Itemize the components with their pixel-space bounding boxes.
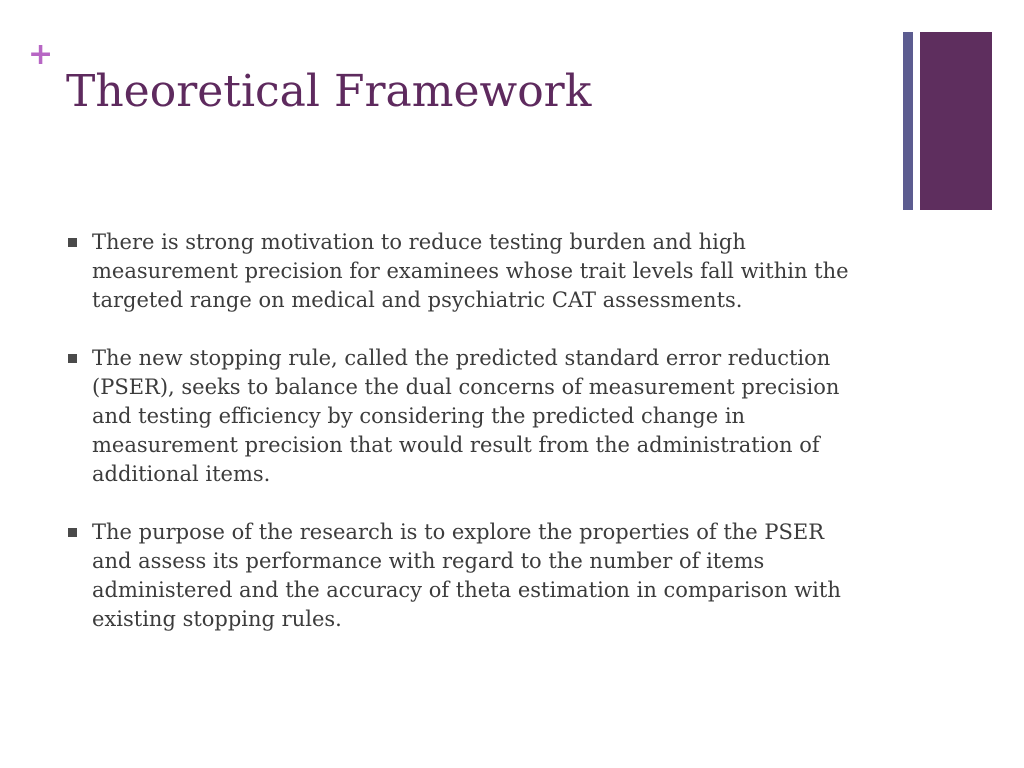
bullet-text: The purpose of the research is to explore the properties of the PSER and assess its performance with regard to the number of items administered and the accuracy of theta estimation in comparison with existing stopping rules. [92,520,841,631]
accent-bar-thin [903,32,913,210]
bullet-text: The new stopping rule, called the predicted standard error reduction (PSER), seeks to balance the dual concerns of measurement precision and testing efficiency by considering the predicted change in measurement precision that would result from the administration of additional items. [92,346,840,486]
bullet-item [66,518,866,634]
square-bullet-icon [68,238,77,247]
square-bullet-icon [68,528,77,537]
square-bullet-icon [68,354,77,363]
bullet-list [66,228,866,663]
bullet-item [66,228,866,315]
accent-bar-thick [920,32,992,210]
plus-mark-icon: + [28,37,54,72]
bullet-text: There is strong motivation to reduce testing burden and high measurement precision for examinees whose trait levels fall within the targeted range on medical and psychiatric CAT assessments. [92,230,849,312]
slide-title: Theoretical Framework [66,66,592,117]
bullet-item [66,344,866,489]
